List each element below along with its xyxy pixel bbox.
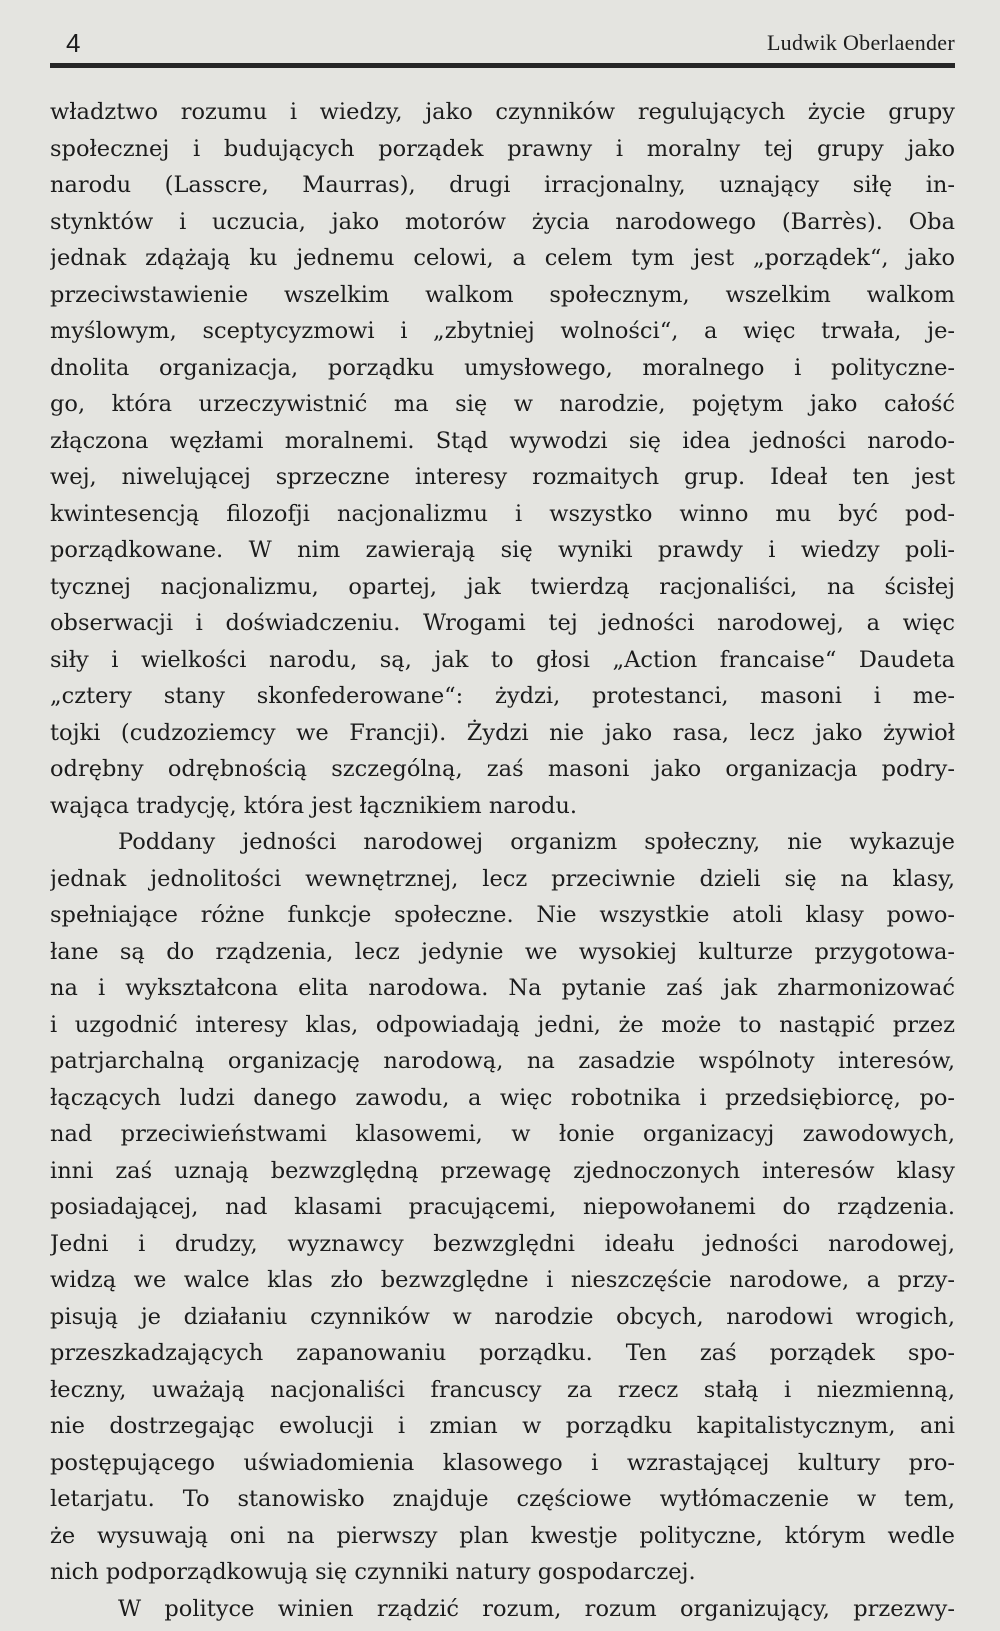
text-line: stynktów i uczucia, jako motorów życia narodowego (Barrès). Oba xyxy=(50,208,955,235)
text-line: porządkowane. W nim zawierają się wyniki prawdy i wiedzy poli- xyxy=(50,537,955,563)
text-line: przeciwstawienie wszelkim walkom społecznym, wszelkim walkom xyxy=(50,281,955,308)
text-line: patrjarchalną organizację narodową, na zasadzie wspólnoty interesów, xyxy=(50,1048,955,1074)
page-number: 4 xyxy=(66,28,81,58)
text-line: nich podporządkowują się czynniki natury gospodarczej. xyxy=(50,1559,696,1585)
text-line: tycznej nacjonalizmu, opartej, jak twierdzą racjonaliści, na ścisłej xyxy=(50,573,955,600)
text-line: że wysuwają oni na pierwszy plan kwestje polityczne, którym wedle xyxy=(50,1522,955,1549)
text-line: dnolita organizacja, porządku umysłowego, moralnego i polityczne- xyxy=(50,354,955,381)
text-line: na i wykształcona elita narodowa. Na pytanie zaś jak zharmonizować xyxy=(50,975,955,1001)
text-line: postępującego uświadomienia klasowego i wzrastającej kultury pro- xyxy=(50,1449,955,1476)
text-line: wej, niwelującej sprzeczne interesy rozmaitych grup. Ideał ten jest xyxy=(50,464,955,490)
text-line: jednak zdążają ku jednemu celowi, a celem tym jest „porządek“, jako xyxy=(50,245,955,271)
body-text xyxy=(50,94,955,1627)
text-line: Jedni i drudzy, wyznawcy bezwzględni ideału jedności narodowej, xyxy=(50,1230,955,1257)
text-line: obserwacji i doświadczeniu. Wrogami tej jedności narodowej, a więc xyxy=(50,610,955,636)
text-line: przeszkadzających zapanowaniu porządku. Ten zaś porządek spo- xyxy=(50,1340,955,1366)
text-line: pisują je działaniu czynników w narodzie obcych, narodowi wrogich, xyxy=(50,1303,955,1330)
text-line: łeczny, uważają nacjonaliści francuscy za rzecz stałą i niezmienną, xyxy=(50,1376,955,1403)
text-line: widzą we walce klas zło bezwzględne i nieszczęście narodowe, a przy- xyxy=(50,1267,955,1293)
text-line: łane są do rządzenia, lecz jedynie we wysokiej kulturze przygotowa- xyxy=(50,938,955,965)
text-line: posiadającej, nad klasami pracującemi, niepowołanemi do rządzenia. xyxy=(50,1194,955,1220)
text-line: tojki (cudzoziemcy we Francji). Żydzi nie jako rasa, lecz jako żywioł xyxy=(50,719,955,746)
text-line: odrębny odrębnością szczególną, zaś masoni jako organizacja podry- xyxy=(50,756,955,782)
text-line: letarjatu. To stanowisko znajduje częściowe wytłómaczenie w tem, xyxy=(50,1486,955,1512)
text-line: władztwo rozumu i wiedzy, jako czynników regulujących życie grupy xyxy=(50,99,955,125)
text-line: siły i wielkości narodu, są, jak to głosi „Action francaise“ Daudeta xyxy=(50,646,955,673)
header-rule xyxy=(50,63,955,68)
text-line: nie dostrzegając ewolucji i zmian w porządku kapitalistycznym, ani xyxy=(50,1413,955,1439)
text-line: inni zaś uznają bezwzględną przewagę zjednoczonych interesów klasy xyxy=(50,1157,955,1184)
text-line: nad przeciwieństwami klasowemi, w łonie organizacyj zawodowych, xyxy=(50,1121,955,1147)
text-line: i uzgodnić interesy klas, odpowiadają jedni, że może to nastąpić przez xyxy=(50,1011,955,1038)
text-line: wająca tradycję, która jest łącznikiem narodu. xyxy=(50,792,578,819)
page-header xyxy=(50,28,955,60)
text-line: narodu (Lasscre, Maurras), drugi irracjonalny, uznający siłę in- xyxy=(50,172,955,198)
text-line: go, która urzeczywistnić ma się w narodzie, pojętym jako całość xyxy=(50,391,955,417)
text-line: myślowym, sceptycyzmowi i „zbytniej wolności“, a więc trwała, je- xyxy=(50,318,955,344)
text-line: Poddany jedności narodowej organizm społeczny, nie wykazuje xyxy=(118,829,955,855)
text-line: jednak jednolitości wewnętrznej, lecz przeciwnie dzieli się na klasy, xyxy=(50,865,955,892)
text-line: łączących ludzi danego zawodu, a więc robotnika i przedsiębiorcę, po- xyxy=(50,1084,955,1111)
text-line: kwintesencją filozofji nacjonalizmu i wszystko winno mu być pod- xyxy=(50,500,955,527)
text-line: złączona węzłami moralnemi. Stąd wywodzi się idea jedności narodo- xyxy=(50,427,955,454)
text-line: W polityce winien rządzić rozum, rozum organizujący, przezwy- xyxy=(118,1595,955,1622)
text-line: społecznej i budujących porządek prawny i moralny tej grupy jako xyxy=(50,135,955,162)
text-line: spełniające różne funkcje społeczne. Nie wszystkie atoli klasy powo- xyxy=(50,902,955,928)
text-line: „cztery stany skonfederowane“: żydzi, protestanci, masoni i me- xyxy=(50,683,955,709)
running-head-author: Ludwik Oberlaender xyxy=(766,30,955,55)
